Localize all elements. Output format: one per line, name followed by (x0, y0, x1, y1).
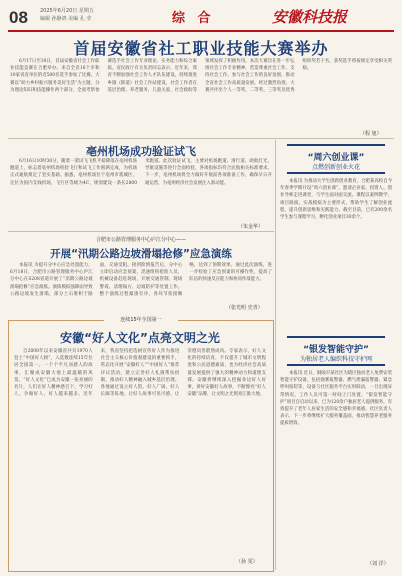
right-column (277, 140, 395, 570)
ornament-rule (287, 144, 385, 146)
article3-body: 本报讯 为提升分中心应急处置能力，6月18日，合肥市公路管理服务中心庐江分中心在S208省道开展了“汛期公路边坡滑塌抢修”应急演练。演练模拟强降雨导致公路边坡发生滑塌，部分土石堆积于路面，交通受阻。接到险情报告后，分中心立即启动应急预案，迅速组织抢险人员、机械设备赶赴现场，开展交通管制、现场警戒、清理塌方、边坡防护等处置工作。整个演练过程紧凑有序，各环节衔接顺畅，达到了预期效果。通过此次演练，进一步检验了应急预案的可操作性，提高了队伍的快速反应能力和协同作战能力。 (10, 263, 272, 297)
column-divider (275, 140, 276, 570)
editor-credits: 编辑 孙静鸿 美编 孔 莹 (40, 16, 92, 22)
right-top-subtitle: 点燃创新创业火花 (311, 164, 360, 171)
article3-kicker: 合肥市公路管理服务中心庐江分中心—— (95, 237, 186, 243)
feature-body: 自2008年以来安徽省共有1970人登上“中国好人榜”，入选数连续15年位居全国第一。一个个平凡而感人的故事，汇聚成安徽大地上最温暖的风景。“好人文化”已成为安徽一张亮丽的名片，人们在好人精神感召下，学习好人、争做好人，好人越来越多。近年来，我省坚持把选树宣传好人作为推进社会主义核心价值观建设的重要抓手，常态化开展“安徽好人”“中国好人”推荐评议活动，建立完善好人礼遇帮扶机制，推动好人精神融入城乡基层治理。各地通过设立好人馆、好人广场、好人长廊等阵地，让好人故事可见可感，让崇德向善蔚然成风。专家表示，好人文化的持续培育，不仅提升了城市文明程度和公民道德素质，也为经济社会高质量发展提供了强大的精神动力和道德支撑。安徽将继续深入挖掘身边好人好事，讲好安徽好人故事，不断擦亮“好人安徽”品牌，让文明之光照亮江淮大地。 (14, 349, 266, 398)
right-top-title: “周六创业课” (307, 153, 365, 163)
article3-byline: （张光明 史青） (226, 305, 263, 311)
article2-byline: （朱金华） (238, 224, 264, 230)
right-mid-byline: （刘 洋） (367, 561, 389, 567)
lead-body: 6月17日至18日，首届安徽省社会工作职业技能竞赛在合肥举办。来自全省16个市和10家省直单位的近500名选手参加了比赛。大赛以“助力乡村振兴服务美好生活”为主题，分为理论知识和技能操作两个部分，全面考察参赛选手社会工作专业理论、实务能力和综合素质。省民政厅有关负责同志表示，近年来，我省不断加强社会工作人才队伍建设，持续推进乡镇（街道）社会工作站建设，社会工作者在基层治理、养老服务、儿童关爱、社会救助等领域发挥了积极作用。本次大赛旨在进一步弘扬社会工作专业精神，营造尊重社会工作、支持社会工作、参与社会工作的良好氛围，推动全省社会工作高质量发展。经过激烈角逐，大赛共评出个人一等奖、二等奖、三等奖及优秀组织奖若干名，获奖选手将按规定享受相关奖励。 (10, 59, 392, 93)
right-top-body: 本报讯 为推动大学生创新创业教育，合肥某高校自今年春季学期开设“周六创业课”，邀请企业家、投资人、创业导师走进课堂，与学生面对面交流。课程以案例教学、项目路演、实战模拟为主要形式，帮助学生了解创业流程，提升创新思维和实践能力。截至目前，已有200余名学生参与课程学习，孵化创业项目30余个。 (280, 179, 392, 221)
right-mid-title: “银发智能守护” (303, 345, 369, 355)
divider (8, 231, 274, 232)
right-mid-body: 本报讯 近日，铜陵市某社区为辖区独居老人免费安装智能守护设备，包括烟雾报警器、燃气泄漏报警器、紧急呼叫按钮等，设备与社区服务平台实时联动，一旦出现异常情况，工作人员可第一时间上门处置。“银发智能守护”项目自启动以来，已为120余户独居老人提供服务，有效提升了老年人居家生活的安全感和幸福感。社区负责人表示，下一步将继续扩大服务覆盖面，推动智慧养老服务提质增效。 (280, 371, 392, 427)
article2-headline: 亳州机场成功验证试飞 (86, 145, 196, 158)
feature-byline: （孙 雯） (236, 559, 258, 565)
section-title: 综 合 (172, 11, 215, 26)
issue-date: 2025年6月20日 星期五 (40, 8, 94, 14)
article3-headline: 开展“汛期公路边坡滑塌抢修”应急演练 (50, 248, 232, 260)
ornament-rule (287, 172, 385, 174)
lead-headline: 首届安徽省社工职业技能大赛举办 (73, 39, 329, 58)
article2-body: 6月16日10时30分，随着一架试飞飞机平稳降落在亳州机场跑道上，标志着亳州机场校验飞行和试飞工作圆满完成，为机场正式通航奠定了坚实基础。据悉，亳州机场位于亳州市谯城区，定位为国内支线机场，飞行区等级为4C，规划建设一条长2800米跑道。此次验证试飞，主要对机场跑道、滑行道、助航灯光、导航设施等进行全面检验，各项指标均符合民航相关标准要求。下一步，亳州机场将全力做好开航前各项准备工作，确保早日开通运营，为亳州经济社会发展注入新动能。 (10, 159, 272, 186)
ornament-rule (287, 364, 385, 366)
ornament-rule (287, 336, 385, 338)
header-rule (8, 30, 394, 32)
page-meta (40, 7, 160, 23)
divider (8, 138, 394, 139)
lead-byline: （程 旭） (360, 131, 382, 137)
feature-headline: 安徽“好人文化”点亮文明之光 (60, 331, 220, 345)
page-header (0, 0, 402, 30)
right-mid-subtitle: 为独居老人编织科技守护网 (299, 356, 372, 363)
masthead-logo: 安徽科技报 (272, 8, 348, 26)
page-number: 08 (9, 8, 28, 27)
feature-box-tab: 连续15年全国第一 (104, 314, 178, 326)
